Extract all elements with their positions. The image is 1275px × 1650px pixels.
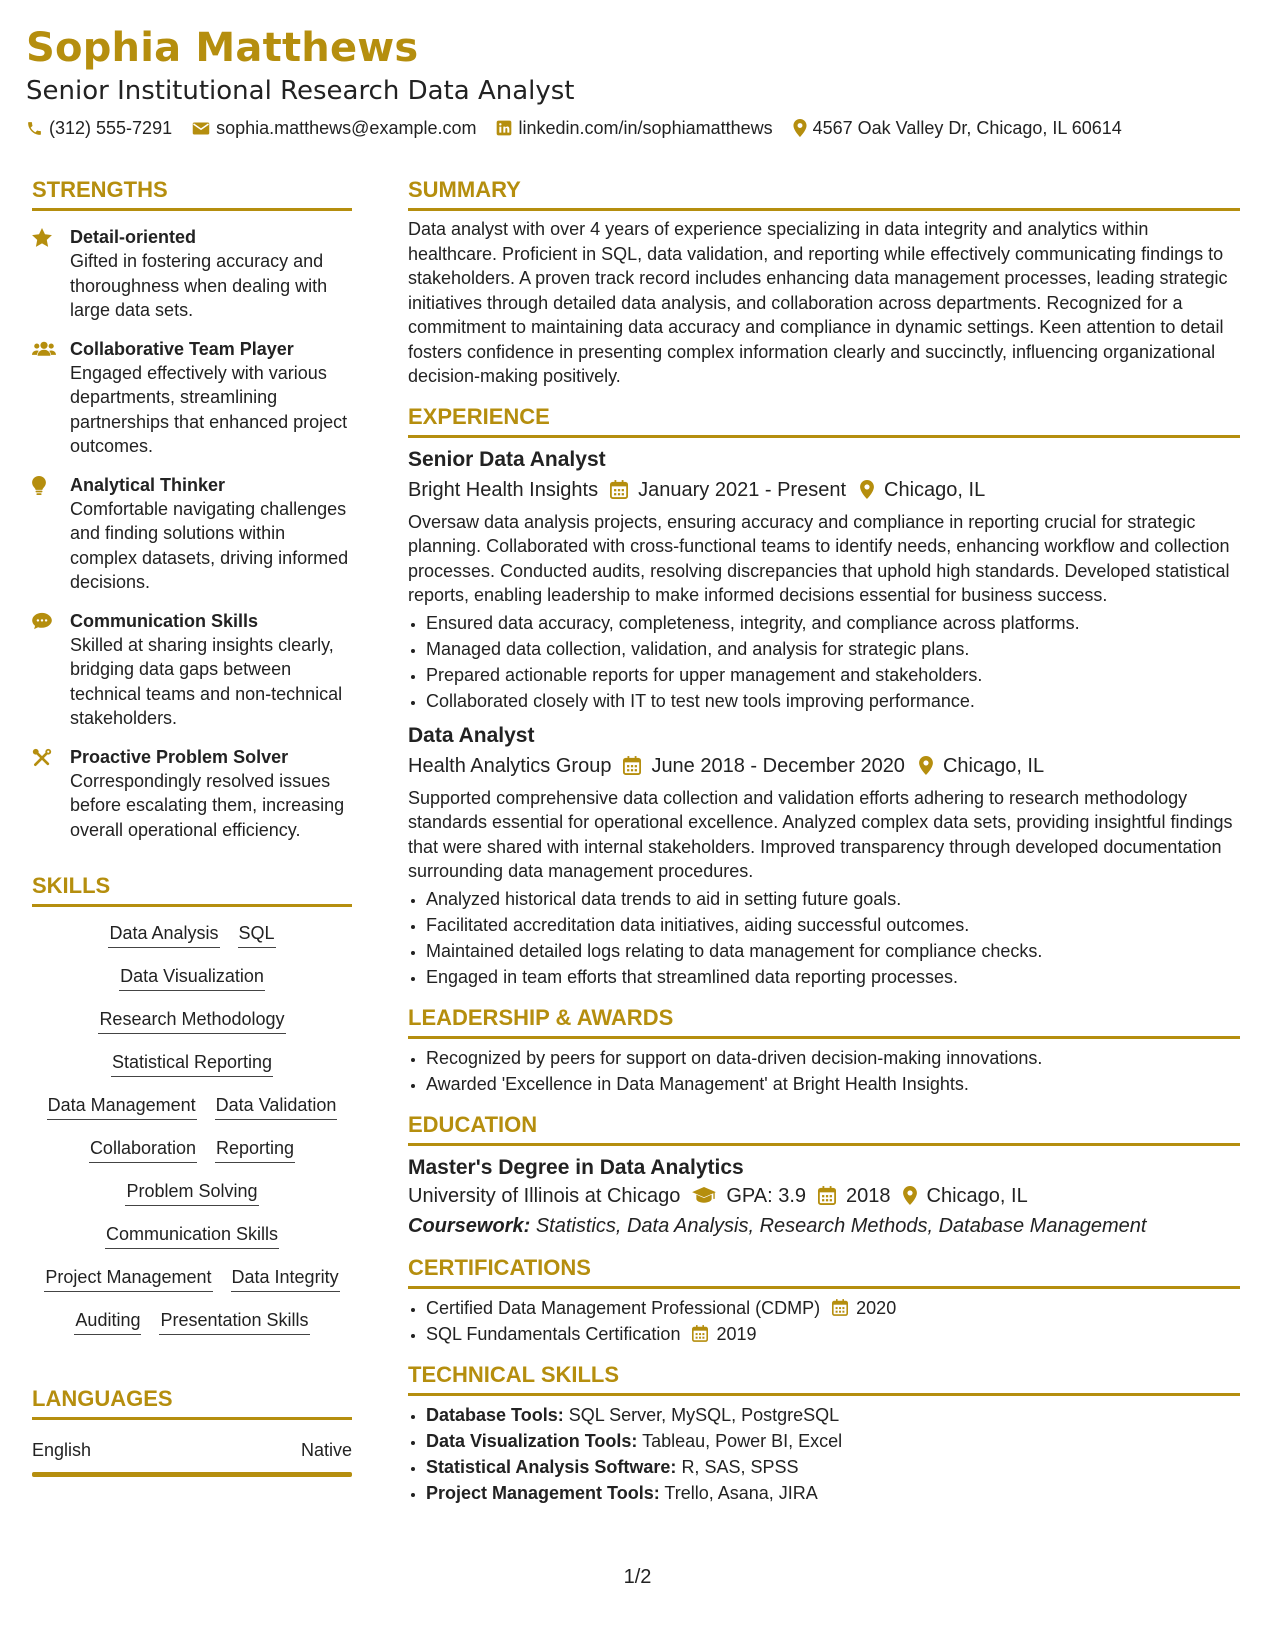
certification-year: 2020 bbox=[856, 1297, 897, 1318]
linkedin-text: linkedin.com/in/sophiamatthews bbox=[518, 118, 773, 138]
left-column bbox=[32, 176, 352, 1477]
job-bullet: • Managed data collection, validation, and analysis for strategic plans. bbox=[426, 636, 1240, 662]
technical-skill-item bbox=[426, 1428, 1240, 1454]
job-meta bbox=[408, 752, 1240, 780]
skill-row bbox=[74, 1308, 309, 1335]
strengths-section bbox=[32, 176, 352, 842]
job-company: Health Analytics Group bbox=[408, 754, 612, 777]
leadership-section bbox=[408, 1004, 1240, 1097]
degree-title: Master's Degree in Data Analytics bbox=[408, 1155, 744, 1179]
strength-item bbox=[32, 609, 352, 731]
phone-text: (312) 555-7291 bbox=[49, 118, 173, 138]
job-entry bbox=[408, 722, 1240, 990]
section-divider bbox=[408, 1143, 1240, 1146]
technical-skill-label: Database Tools: bbox=[426, 1404, 564, 1425]
strength-item bbox=[32, 337, 352, 459]
education-meta bbox=[408, 1182, 1240, 1210]
education-heading: EDUCATION bbox=[408, 1111, 538, 1137]
language-level: Native bbox=[300, 1440, 352, 1460]
certification-list bbox=[408, 1295, 1240, 1347]
strength-desc: Comfortable navigating challenges and finding solutions within complex datasets, driving informed decisions. bbox=[70, 498, 349, 592]
skill-tag: Communication Skills bbox=[105, 1222, 279, 1249]
users-icon bbox=[32, 340, 56, 357]
section-divider bbox=[408, 1393, 1240, 1396]
certification-item bbox=[426, 1295, 1240, 1321]
phone-icon bbox=[26, 120, 43, 137]
technical-skill-label: Data Visualization Tools: bbox=[426, 1430, 638, 1451]
technical-skill-value: Tableau, Power BI, Excel bbox=[642, 1430, 843, 1451]
skill-tag: Research Methodology bbox=[98, 1007, 285, 1034]
technical-skill-value: R, SAS, SPSS bbox=[681, 1456, 799, 1477]
strength-title: Detail-oriented bbox=[70, 227, 197, 247]
technical-skills-section bbox=[408, 1361, 1240, 1506]
certification-name: • Certified Data Management Professional (CDMP) bbox=[426, 1297, 821, 1318]
linkedin-icon bbox=[496, 120, 512, 136]
strengths-heading: STRENGTHS bbox=[32, 177, 168, 202]
technical-skill-value: Trello, Asana, JIRA bbox=[664, 1482, 818, 1503]
candidate-title: Senior Institutional Research Data Analyst bbox=[26, 76, 575, 106]
skills-heading: SKILLS bbox=[32, 873, 111, 898]
strength-title: Collaborative Team Player bbox=[70, 338, 294, 359]
languages-section bbox=[32, 1385, 352, 1477]
calendar-icon bbox=[610, 480, 628, 499]
strength-item bbox=[32, 225, 352, 323]
coursework bbox=[408, 1212, 1240, 1240]
job-location: Chicago, IL bbox=[884, 478, 986, 501]
skill-row bbox=[108, 921, 275, 948]
summary-section bbox=[408, 176, 1240, 389]
section-divider bbox=[32, 904, 352, 907]
language-item bbox=[32, 1438, 352, 1462]
star-icon bbox=[32, 228, 52, 247]
award-item: • Recognized by peers for support on data-driven decision-making innovations. bbox=[426, 1045, 1240, 1071]
map-pin-icon bbox=[903, 1186, 917, 1205]
skills-list bbox=[32, 921, 352, 1351]
job-bullet: • Analyzed historical data trends to aid in setting future goals. bbox=[426, 886, 1240, 912]
job-bullet: • Facilitated accreditation data initiatives, aiding successful outcomes. bbox=[426, 912, 1240, 938]
skill-tag: Statistical Reporting bbox=[111, 1050, 273, 1077]
candidate-name: Sophia Matthews bbox=[26, 25, 419, 71]
skill-tag: Problem Solving bbox=[125, 1179, 258, 1206]
job-bullet: • Ensured data accuracy, completeness, integrity, and compliance across platforms. bbox=[426, 610, 1240, 636]
section-divider bbox=[32, 208, 352, 211]
strength-desc: Skilled at sharing insights clearly, bridging data gaps between technical teams and non-technical stakeholders. bbox=[70, 634, 343, 728]
coursework-list: Statistics, Data Analysis, Research Methods, Database Management bbox=[535, 1214, 1147, 1237]
language-proficiency-bar bbox=[32, 1472, 352, 1477]
school-location: Chicago, IL bbox=[926, 1184, 1028, 1207]
technical-skill-value: SQL Server, MySQL, PostgreSQL bbox=[568, 1404, 840, 1425]
languages-heading: LANGUAGES bbox=[32, 1386, 173, 1411]
section-divider bbox=[32, 1417, 352, 1420]
technical-skill-label: Statistical Analysis Software: bbox=[426, 1456, 677, 1477]
strength-desc: Gifted in fostering accuracy and thoroughness when dealing with large data sets. bbox=[70, 251, 328, 320]
job-meta bbox=[408, 476, 1240, 504]
skill-tag: Data Integrity bbox=[231, 1265, 340, 1292]
job-dates: January 2021 - Present bbox=[638, 478, 847, 501]
tools-icon bbox=[32, 748, 52, 768]
map-pin-icon bbox=[919, 756, 933, 775]
experience-heading: EXPERIENCE bbox=[408, 403, 550, 429]
job-title: Data Analyst bbox=[408, 723, 535, 747]
graduation-cap-icon bbox=[692, 1187, 716, 1204]
map-pin-icon bbox=[860, 480, 874, 499]
skill-tag: SQL bbox=[238, 921, 276, 948]
graduation-year: 2018 bbox=[846, 1184, 891, 1207]
leadership-heading: LEADERSHIP & AWARDS bbox=[408, 1004, 674, 1030]
skill-tag: Data Visualization bbox=[119, 964, 265, 991]
job-bullets bbox=[408, 610, 1240, 714]
job-bullet: • Prepared actionable reports for upper management and stakeholders. bbox=[426, 662, 1240, 688]
job-company: Bright Health Insights bbox=[408, 478, 599, 501]
certification-name: • SQL Fundamentals Certification bbox=[426, 1323, 681, 1344]
technical-skill-item bbox=[426, 1454, 1240, 1480]
job-dates: June 2018 - December 2020 bbox=[651, 754, 905, 777]
skill-row bbox=[105, 1222, 279, 1249]
skill-tag: Data Validation bbox=[215, 1093, 338, 1120]
right-column bbox=[408, 176, 1240, 1506]
job-bullet: • Maintained detailed logs relating to data management for compliance checks. bbox=[426, 938, 1240, 964]
section-divider bbox=[408, 1286, 1240, 1289]
technical-skill-label: Project Management Tools: bbox=[426, 1482, 660, 1503]
contact-address bbox=[793, 116, 1122, 140]
language-name: English bbox=[32, 1440, 92, 1460]
skills-section bbox=[32, 872, 352, 1351]
section-divider bbox=[408, 1036, 1240, 1039]
email-text: sophia.matthews@example.com bbox=[216, 118, 477, 138]
strength-title: Communication Skills bbox=[70, 610, 259, 631]
job-description: Supported comprehensive data collection and validation efforts adhering to research methodology standards essential for operational excellence. Analyzed complex data sets, providing insightful findings that were shared with internal stakeholders. Improved transparency through developed documentation surrounding data management procedures. bbox=[408, 787, 1233, 881]
skill-tag: Auditing bbox=[74, 1308, 141, 1335]
education-section bbox=[408, 1111, 1240, 1240]
skill-row bbox=[47, 1093, 338, 1120]
certifications-section bbox=[408, 1254, 1240, 1347]
job-location: Chicago, IL bbox=[942, 754, 1045, 777]
map-pin-icon bbox=[793, 119, 807, 137]
experience-section bbox=[408, 403, 1240, 990]
summary-heading: SUMMARY bbox=[408, 177, 521, 202]
calendar-icon bbox=[818, 1186, 836, 1205]
job-bullet: • Collaborated closely with IT to test new tools improving performance. bbox=[426, 688, 1240, 714]
school-name: University of Illinois at Chicago bbox=[408, 1184, 681, 1207]
contact-phone[interactable] bbox=[26, 116, 172, 140]
skill-tag: Presentation Skills bbox=[159, 1308, 309, 1335]
skill-tag: Data Analysis bbox=[108, 921, 219, 948]
coursework-label: Coursework: bbox=[408, 1214, 531, 1237]
resume-header bbox=[26, 24, 1256, 140]
skill-row bbox=[98, 1007, 285, 1034]
chat-icon bbox=[32, 612, 52, 630]
skill-row bbox=[44, 1265, 339, 1292]
calendar-icon bbox=[692, 1325, 708, 1342]
skill-tag: Data Management bbox=[47, 1093, 197, 1120]
contact-row bbox=[26, 116, 1256, 140]
summary-text: Data analyst with over 4 years of experience specializing in data integrity and analytics within healthcare. Proficient in SQL, data validation, and reporting while effectively communicating findings to stakeholders. A proven track record includes enhancing data management processes, leading strategic initiatives through detailed data analysis, and collaboration across departments. Recognized for a commitment to maintaining data accuracy and compliance in dynamic settings. Keen attention to detail fosters confidence in presenting complex information clearly and succinctly, influencing organizational decision-making positively. bbox=[408, 219, 1228, 386]
strength-desc: Engaged effectively with various departments, streamlining partnerships that enhanced project outcomes. bbox=[70, 362, 348, 456]
address-text: 4567 Oak Valley Dr, Chicago, IL 60614 bbox=[812, 118, 1122, 138]
job-bullets bbox=[408, 886, 1240, 990]
job-entry bbox=[408, 446, 1240, 714]
skill-row bbox=[111, 1050, 273, 1077]
award-item: • Awarded 'Excellence in Data Management' at Bright Health Insights. bbox=[426, 1071, 1240, 1097]
envelope-icon bbox=[192, 121, 210, 136]
strength-item bbox=[32, 473, 352, 595]
section-divider bbox=[408, 208, 1240, 211]
certifications-heading: CERTIFICATIONS bbox=[408, 1254, 591, 1280]
skill-row bbox=[119, 964, 265, 991]
strength-desc: Correspondingly resolved issues before escalating them, increasing overall operational efficiency. bbox=[70, 770, 345, 840]
strength-title: Analytical Thinker bbox=[70, 474, 226, 495]
certification-year: 2019 bbox=[716, 1323, 757, 1344]
gpa-text: GPA: 3.9 bbox=[726, 1184, 807, 1207]
certification-item bbox=[426, 1321, 1240, 1347]
skill-row bbox=[125, 1179, 258, 1206]
contact-linkedin[interactable] bbox=[496, 116, 772, 140]
technical-skill-item bbox=[426, 1480, 1240, 1506]
job-description: Oversaw data analysis projects, ensuring accuracy and compliance in reporting crucial for strategic planning. Collaborated with cross-functional teams to identify needs, enhancing workflow and collection processes. Conducted audits, resolving discrepancies that uphold high standards. Developed statistical reports, enabling leadership to make informed decisions essential for business success. bbox=[408, 511, 1230, 605]
skill-tag: Collaboration bbox=[89, 1136, 197, 1163]
technical-skill-item bbox=[426, 1402, 1240, 1428]
contact-email[interactable] bbox=[192, 116, 476, 140]
lightbulb-icon bbox=[32, 476, 46, 495]
strength-title: Proactive Problem Solver bbox=[70, 746, 289, 767]
skill-tag: Project Management bbox=[44, 1265, 212, 1292]
page-number: 1/2 bbox=[623, 1566, 652, 1588]
strength-item bbox=[32, 745, 352, 843]
job-bullet: • Engaged in team efforts that streamlined data reporting processes. bbox=[426, 964, 1240, 990]
section-divider bbox=[408, 435, 1240, 438]
job-title: Senior Data Analyst bbox=[408, 447, 606, 471]
technical-skills-heading: TECHNICAL SKILLS bbox=[408, 1361, 620, 1387]
skill-row bbox=[89, 1136, 295, 1163]
calendar-icon bbox=[623, 756, 641, 775]
technical-skills-list bbox=[408, 1402, 1240, 1506]
award-list bbox=[408, 1045, 1240, 1097]
skill-tag: Reporting bbox=[215, 1136, 295, 1163]
calendar-icon bbox=[832, 1299, 848, 1316]
